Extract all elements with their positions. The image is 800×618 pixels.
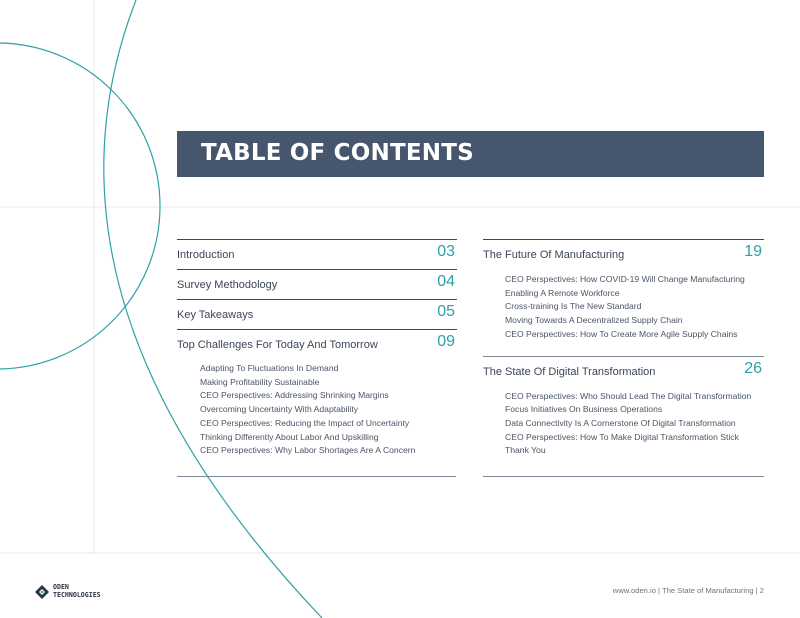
toc-subitem[interactable]: CEO Perspectives: Reducing the Impact of Uncertainty: [200, 417, 410, 428]
toc-subitem[interactable]: Enabling A Remote Workforce: [505, 287, 620, 298]
toc-entry-top-challenges[interactable]: [177, 329, 457, 359]
footer-text: www.oden.io | The State of Manufacturing | 2: [612, 586, 764, 595]
toc-entry-future-of-manufacturing[interactable]: [483, 239, 764, 269]
logo-line-2: TECHNOLOGIES: [53, 590, 101, 599]
toc-entry-state-of-digital-transformation[interactable]: [483, 356, 764, 386]
toc-entry-page-number: 09: [437, 333, 455, 350]
toc-entry-key-takeaways[interactable]: [177, 299, 457, 329]
toc-subitem[interactable]: CEO Perspectives: Who Should Lead The Digital Transformation: [505, 390, 752, 401]
toc-subitem[interactable]: Adapting To Fluctuations In Demand: [200, 363, 339, 373]
toc-subitem[interactable]: CEO Perspectives: How To Make Digital Transformation Stick: [505, 431, 739, 442]
title-banner: [177, 131, 764, 177]
page-title: TABLE OF CONTENTS: [201, 140, 474, 166]
toc-subitem[interactable]: Data Connectivity Is A Cornerstone Of Digital Transformation: [505, 417, 736, 428]
toc-subitem[interactable]: CEO Perspectives: Why Labor Shortages Are A Concern: [200, 445, 416, 456]
toc-sublist-digital-transformation: [483, 390, 764, 459]
toc-entry-page-number: 03: [437, 243, 455, 260]
toc-subitem[interactable]: Cross-training Is The New Standard: [505, 301, 642, 312]
toc-entry-label: The State Of Digital Transformation: [483, 365, 656, 378]
toc-entry-label: The Future Of Manufacturing: [483, 249, 625, 261]
logo-wordmark: [53, 584, 101, 599]
oden-logo-icon: [35, 585, 49, 599]
toc-entry-label: Key Takeaways: [177, 309, 254, 321]
toc-entry-label: Survey Methodology: [177, 279, 278, 291]
toc-subitem[interactable]: CEO Perspectives: How To Create More Agile Supply Chains: [505, 328, 738, 339]
toc-subitem[interactable]: CEO Perspectives: How COVID-19 Will Change Manufacturing: [505, 274, 745, 284]
toc-entry-survey-methodology[interactable]: [177, 269, 457, 299]
toc-entry-page-number: 04: [437, 273, 455, 290]
toc-right-column: [483, 239, 764, 458]
toc-entry-page-number: 05: [437, 303, 455, 320]
logo-line-1: ODEN: [53, 583, 69, 591]
toc-entry-introduction[interactable]: [177, 239, 457, 269]
toc-entry-label: Introduction: [177, 249, 235, 261]
toc-subitem[interactable]: Overcoming Uncertainty With Adaptability: [200, 404, 359, 415]
toc-sublist-top-challenges: [177, 362, 457, 458]
left-column-bottom-rule: [177, 476, 456, 477]
toc-subitem[interactable]: Thinking Differently About Labor And Upskilling: [200, 431, 379, 442]
toc-subitem[interactable]: Making Profitability Sustainable: [200, 376, 320, 387]
toc-subitem[interactable]: Moving Towards A Decentralized Supply Chain: [505, 315, 683, 326]
right-column-bottom-rule: [483, 476, 764, 477]
toc-entry-page-number: 19: [744, 243, 762, 260]
toc-subitem[interactable]: Thank You: [505, 445, 546, 456]
decorative-circle: [0, 43, 160, 369]
toc-entry-page-number: 26: [744, 359, 762, 377]
toc-left-column: [177, 239, 457, 458]
toc-subitem[interactable]: Focus Initiatives On Business Operations: [505, 404, 663, 415]
toc-sublist-future-of-manufacturing: [483, 273, 764, 342]
toc-entry-label: Top Challenges For Today And Tomorrow: [177, 339, 378, 351]
toc-subitem[interactable]: CEO Perspectives: Addressing Shrinking Margins: [200, 390, 389, 401]
